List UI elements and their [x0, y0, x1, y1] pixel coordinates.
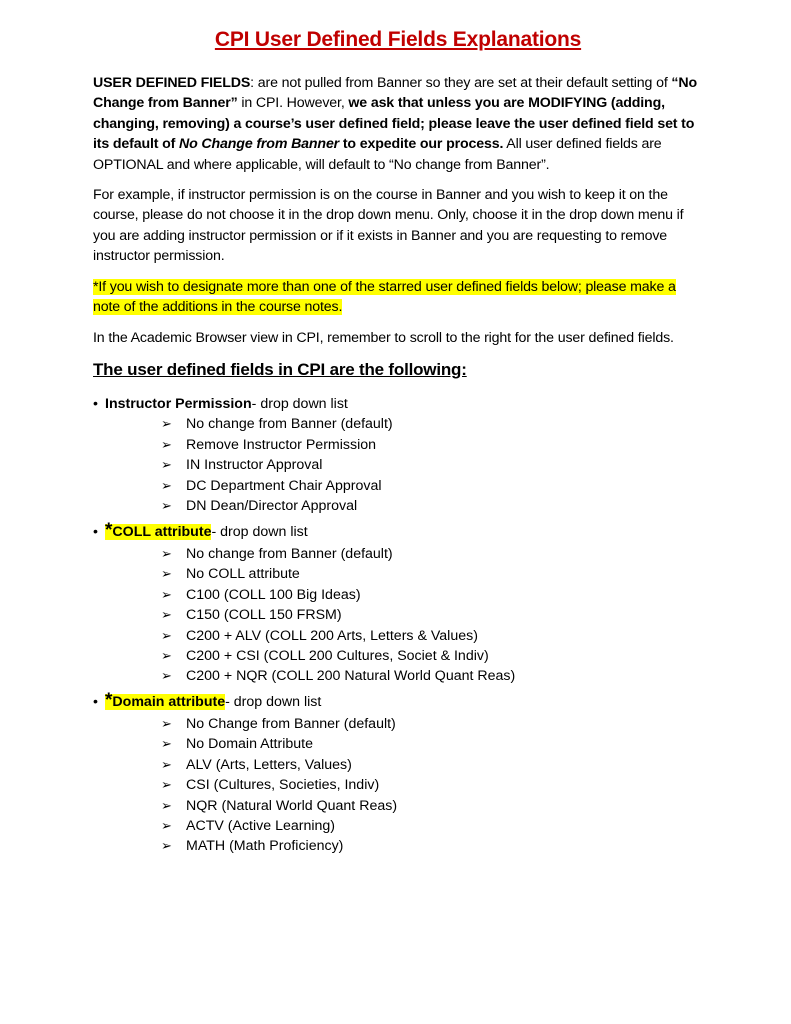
option-label: CSI (Cultures, Societies, Indiv) — [186, 777, 380, 794]
option-label: C200 + CSI (COLL 200 Cultures, Societ & Indiv) — [186, 648, 489, 665]
star-marker: * — [105, 520, 113, 541]
browser-note-paragraph: In the Academic Browser view in CPI, remember to scroll to the right for the user defined fields. — [93, 330, 674, 346]
option-label: C150 (COLL 150 FRSM) — [186, 607, 342, 624]
arrow-right-icon: ➢ — [161, 627, 172, 643]
arrow-right-icon: ➢ — [161, 546, 172, 561]
intro-lead: USER DEFINED FIELDS — [93, 75, 251, 91]
arrow-right-icon: ➢ — [161, 498, 172, 514]
starred-note-highlight: *If you wish to designate more than one of the starred user defined fields below; please make a note of the additions in the course notes. — [93, 279, 676, 316]
intro-quote: “No Change from Banner” — [93, 75, 697, 112]
bullet-icon: • — [93, 396, 98, 412]
field-name: Instructor Permission — [105, 396, 252, 412]
list-item — [93, 605, 705, 625]
arrow-right-icon: ➢ — [161, 436, 172, 452]
arrow-right-icon: ➢ — [161, 797, 172, 813]
option-label: C200 + ALV (COLL 200 Arts, Letters & Values) — [186, 627, 478, 644]
field-suffix: - drop down list — [211, 524, 308, 540]
arrow-right-icon: ➢ — [161, 838, 172, 854]
arrow-right-icon: ➢ — [161, 777, 172, 793]
section-heading: The user defined fields in CPI are the following: — [93, 360, 467, 379]
option-label: Remove Instructor Permission — [186, 436, 377, 453]
option-label: No change from Banner (default) — [186, 416, 393, 433]
arrow-right-icon: ➢ — [161, 756, 172, 772]
list-item — [93, 816, 705, 836]
star-marker: * — [105, 690, 113, 711]
intro-default-value: No Change from Banner — [179, 136, 340, 153]
list-item — [93, 775, 705, 795]
example-paragraph: For example, if instructor permission is on the course in Banner and you wish to keep it on the course, please do not choose it in the drop down menu. Only, choose it in the drop down menu if you are adding instructor permission or if it exists in Banner and you are requesting to remove instructor permission. — [93, 187, 684, 265]
field-suffix: - drop down list — [225, 694, 322, 710]
arrow-right-icon: ➢ — [161, 648, 172, 664]
arrow-right-icon: ➢ — [161, 457, 172, 473]
option-label: No Domain Attribute — [186, 736, 313, 753]
arrow-right-icon: ➢ — [161, 668, 172, 684]
arrow-right-icon: ➢ — [161, 818, 172, 834]
field-options-list — [93, 414, 705, 516]
bullet-icon: • — [93, 694, 98, 710]
intro-text-3: All user defined fields are OPTIONAL and where applicable, will default to “No change from Banner”. — [93, 136, 662, 173]
option-label: NQR (Natural World Quant Reas) — [186, 797, 398, 814]
field-coll-attribute — [93, 520, 705, 687]
list-item — [93, 646, 705, 666]
arrow-right-icon: ➢ — [161, 736, 172, 752]
field-heading — [93, 520, 705, 544]
option-label: ALV (Arts, Letters, Values) — [186, 756, 352, 773]
field-instructor-permission — [93, 394, 705, 516]
arrow-right-icon: ➢ — [161, 477, 172, 493]
intro-paragraph — [93, 73, 705, 175]
field-options-list — [93, 714, 705, 857]
list-item — [93, 476, 705, 496]
document-title: CPI User Defined Fields Explanations — [214, 28, 582, 51]
option-label: C100 (COLL 100 Big Ideas) — [186, 586, 361, 603]
list-item — [93, 626, 705, 646]
intro-text-2: in CPI. However, — [237, 95, 349, 112]
list-item — [93, 585, 705, 605]
arrow-right-icon: ➢ — [161, 416, 172, 432]
field-domain-attribute — [93, 690, 705, 857]
option-label: DN Dean/Director Approval — [186, 498, 358, 515]
list-item — [93, 734, 705, 754]
option-label: IN Instructor Approval — [186, 457, 323, 474]
arrow-right-icon: ➢ — [161, 716, 172, 731]
option-label: C200 + NQR (COLL 200 Natural World Quant Reas) — [186, 668, 516, 685]
field-suffix: - drop down list — [251, 396, 348, 412]
list-item — [93, 564, 705, 584]
list-item — [93, 836, 705, 856]
list-item — [93, 435, 705, 455]
field-name: COLL attribute — [112, 524, 212, 540]
list-item — [93, 796, 705, 816]
bullet-icon: • — [93, 524, 98, 540]
list-item — [93, 414, 705, 434]
option-label: No COLL attribute — [186, 566, 300, 583]
arrow-right-icon: ➢ — [161, 566, 172, 582]
list-item — [93, 496, 705, 516]
field-options-list — [93, 544, 705, 687]
arrow-right-icon: ➢ — [161, 586, 172, 602]
list-item — [93, 714, 705, 734]
field-heading — [93, 690, 705, 714]
list-item — [93, 666, 705, 686]
list-item — [93, 755, 705, 775]
intro-request-end: to expedite our process. — [339, 136, 504, 153]
option-label: ACTV (Active Learning) — [186, 818, 336, 835]
intro-text-1: : are not pulled from Banner so they are set at their default setting of — [250, 75, 672, 91]
starred-note-paragraph — [93, 277, 705, 318]
list-item — [93, 544, 705, 564]
intro-request: we ask that unless you are MODIFYING (adding, changing, removing) a course’s user defined field; please leave the user defined field set to its default of — [93, 95, 695, 153]
option-label: No Change from Banner (default) — [186, 716, 396, 732]
arrow-right-icon: ➢ — [161, 607, 172, 623]
option-label: No change from Banner (default) — [186, 546, 393, 562]
field-name: Domain attribute — [112, 694, 226, 710]
option-label: DC Department Chair Approval — [186, 477, 382, 494]
field-heading — [93, 394, 705, 414]
list-item — [93, 455, 705, 475]
option-label: MATH (Math Proficiency) — [186, 838, 344, 855]
